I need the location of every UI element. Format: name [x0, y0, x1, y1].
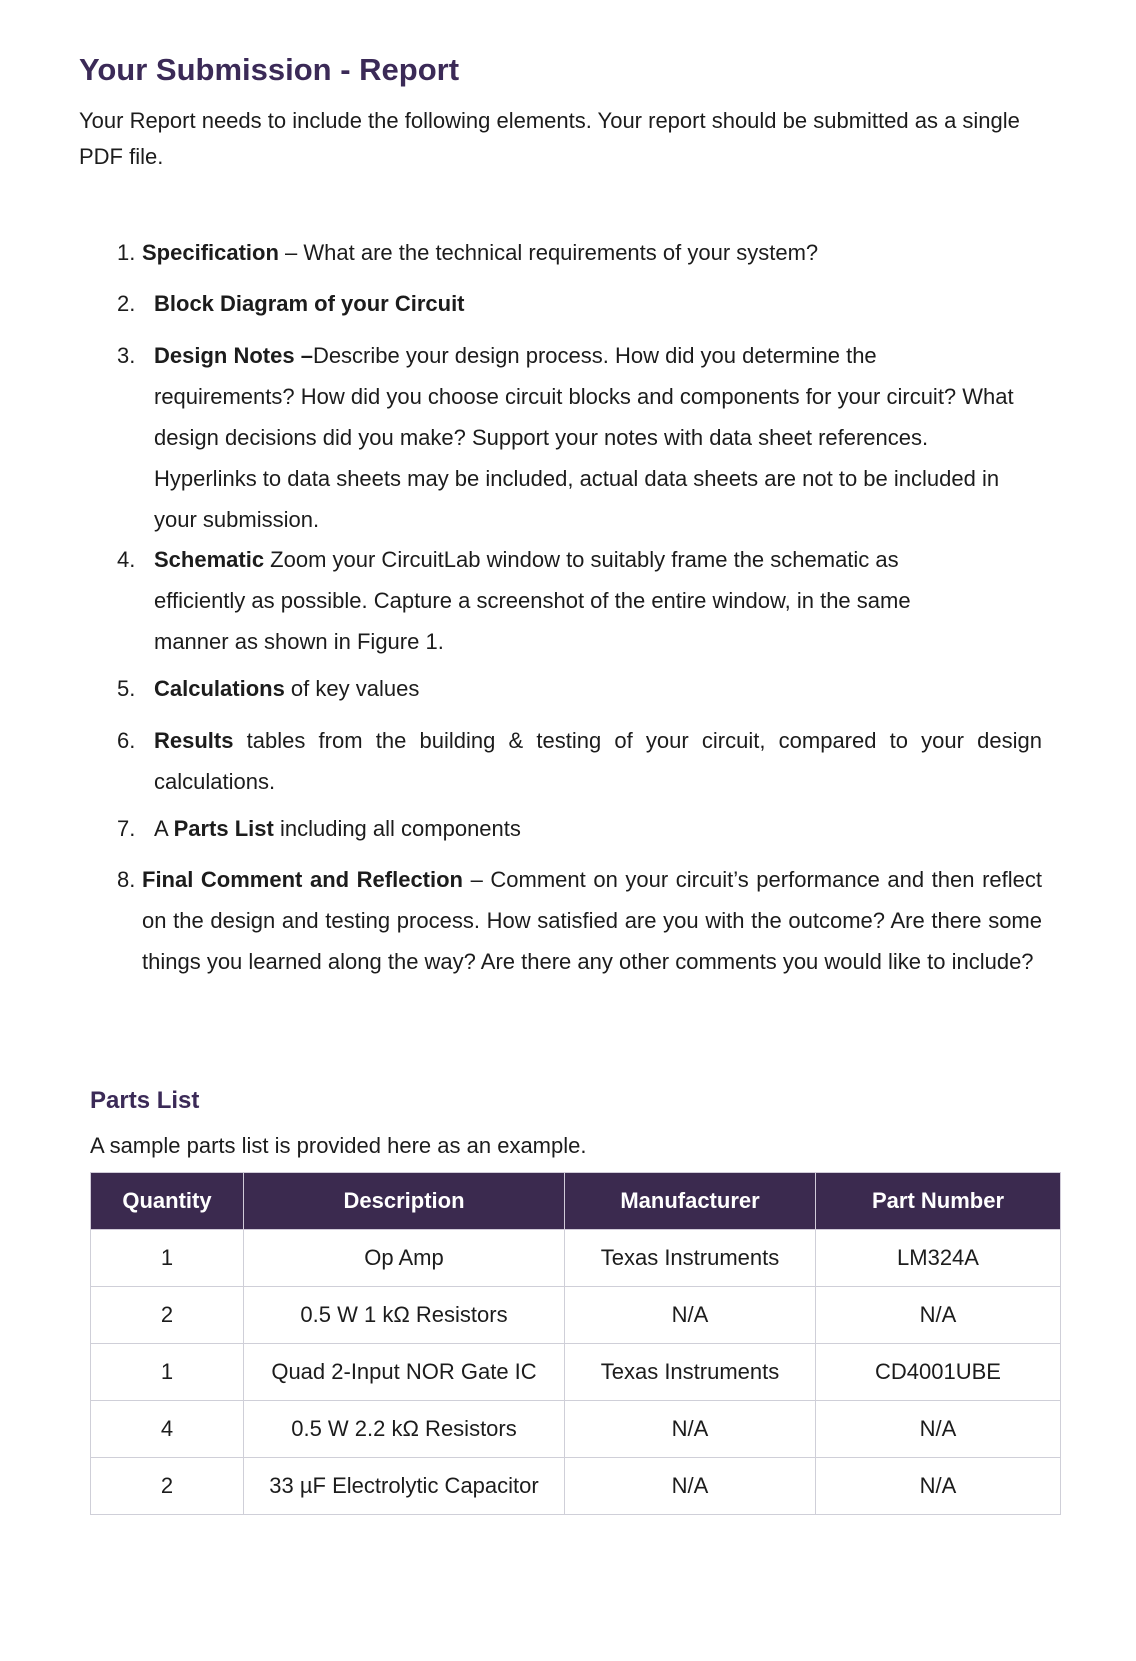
column-header-description: Description: [244, 1173, 565, 1230]
cell-part-number: CD4001UBE: [816, 1344, 1061, 1401]
cell-quantity: 1: [91, 1344, 244, 1401]
list-text: [142, 859, 1042, 982]
list-text: [142, 232, 1042, 273]
cell-description: Op Amp: [244, 1230, 565, 1287]
list-number: 8.: [117, 867, 136, 892]
column-header-part-number: Part Number: [816, 1173, 1061, 1230]
list-item-desc: Zoom your CircuitLab window to suitably frame the schematic as efficiently as possible. Capture a screenshot of the entire window, in the same manner as shown in Figure 1.: [154, 547, 911, 654]
cell-manufacturer: N/A: [565, 1458, 816, 1515]
list-text: [154, 335, 1019, 540]
list-number: 5.: [117, 676, 136, 701]
cell-part-number: N/A: [816, 1287, 1061, 1344]
list-text: [154, 720, 1042, 802]
list-item-desc: of key values: [284, 676, 420, 701]
cell-manufacturer: Texas Instruments: [565, 1344, 816, 1401]
intro-paragraph: Your Report needs to include the following elements. Your report should be submitted as a single PDF file.: [79, 108, 1020, 169]
cell-quantity: 2: [91, 1458, 244, 1515]
cell-manufacturer: N/A: [565, 1287, 816, 1344]
list-item-title: Design Notes –: [154, 343, 313, 368]
list-text: [154, 539, 974, 662]
cell-manufacturer: N/A: [565, 1401, 816, 1458]
list-item-title: Block Diagram of your Circuit: [154, 291, 465, 316]
list-text: [154, 668, 1034, 709]
cell-description: 0.5 W 1 kΩ Resistors: [244, 1287, 565, 1344]
cell-description: Quad 2-Input NOR Gate IC: [244, 1344, 565, 1401]
list-item-title: Final Comment and Reflection: [142, 867, 463, 892]
list-number: 1.: [117, 240, 136, 265]
list-text: [154, 283, 1034, 324]
list-number: 2.: [117, 291, 136, 316]
list-number: 6.: [117, 728, 136, 753]
parts-list-heading: Parts List: [90, 1087, 200, 1114]
list-item-title: Parts List: [173, 816, 274, 841]
list-number: 7.: [117, 816, 136, 841]
cell-part-number: N/A: [816, 1458, 1061, 1515]
cell-part-number: LM324A: [816, 1230, 1061, 1287]
cell-quantity: 4: [91, 1401, 244, 1458]
parts-list-intro: A sample parts list is provided here as an example.: [90, 1133, 587, 1158]
list-number: 3.: [117, 343, 136, 368]
table-header-row: [91, 1173, 1061, 1230]
cell-manufacturer: Texas Instruments: [565, 1230, 816, 1287]
list-item-desc: including all components: [273, 816, 521, 841]
cell-quantity: 2: [91, 1287, 244, 1344]
list-item-title: Calculations: [154, 676, 285, 701]
cell-description: 33 µF Electrolytic Capacitor: [244, 1458, 565, 1515]
list-item-desc: – Comment on your circuit’s performance and then reflect on the design and testing process. How satisfied are you with the outcome? Are there some things you learned along the way? Are there any other comments you would like to include?: [142, 867, 1042, 974]
list-item-prefix: A: [154, 816, 174, 841]
list-text: [154, 808, 1034, 849]
list-item-desc: tables from the building & testing of your circuit, compared to your design calculations.: [154, 728, 1042, 794]
list-item-title: Schematic: [154, 547, 265, 572]
list-item-title: Specification: [142, 240, 279, 265]
column-header-manufacturer: Manufacturer: [565, 1173, 816, 1230]
table-row: [91, 1458, 1061, 1515]
table-row: [91, 1230, 1061, 1287]
list-item-title: Results: [154, 728, 234, 753]
list-item-desc: – What are the technical requirements of your system?: [278, 240, 819, 265]
page-title: Your Submission - Report: [79, 52, 460, 87]
list-item-desc: Describe your design process. How did you determine the requirements? How did you choose circuit blocks and components for your circuit? What design decisions did you make? Support your notes with data sheet references. Hyperlinks to data sheets may be included, actual data sheets are not to be included in your submission.: [154, 343, 1014, 532]
cell-description: 0.5 W 2.2 kΩ Resistors: [244, 1401, 565, 1458]
table-row: [91, 1287, 1061, 1344]
cell-part-number: N/A: [816, 1401, 1061, 1458]
table-row: [91, 1344, 1061, 1401]
cell-quantity: 1: [91, 1230, 244, 1287]
table-row: [91, 1401, 1061, 1458]
column-header-quantity: Quantity: [91, 1173, 244, 1230]
parts-table: [90, 1172, 1061, 1515]
list-number: 4.: [117, 547, 136, 572]
